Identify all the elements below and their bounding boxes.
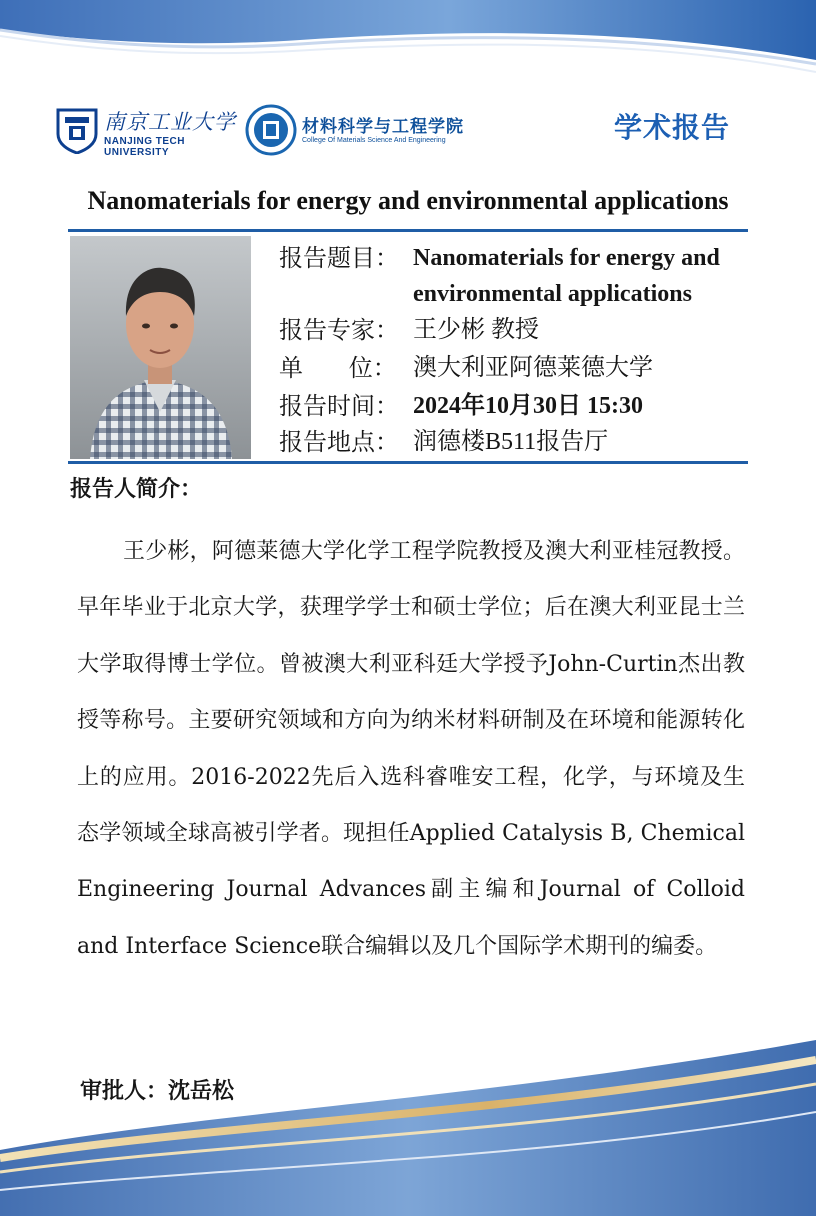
document-type-label: 学术报告 [614, 111, 731, 144]
place-label: 报告地点： [279, 428, 399, 456]
top-wave-decoration [0, 0, 816, 90]
report-title: Nanomaterials for energy and environmental applications [87, 186, 729, 215]
bottom-wave-decoration [0, 1000, 816, 1216]
college-name-cn: 材料科学与工程学院 [302, 117, 464, 137]
bio-heading: 报告人简介： [70, 477, 203, 502]
speaker-photo [70, 236, 251, 459]
university-name-cn: 南京工业大学 [104, 110, 236, 134]
approver: 审批人：沈岳松 [80, 1079, 235, 1104]
speaker-value: 王少彬 教授 [413, 317, 539, 343]
title-divider [68, 229, 748, 232]
university-name-en: NANJING TECH [104, 136, 186, 147]
nanjing-tech-logo [54, 106, 100, 154]
topic-value: Nanomaterials for energy and environmental applications [413, 245, 720, 307]
university-name-en-2: UNIVERSITY [104, 147, 170, 158]
time-label: 报告时间： [279, 392, 399, 420]
bio-text: 王少彬，阿德莱德大学化学工程学院教授及澳大利亚桂冠教授。早年毕业于北京大学，获理学学士和硕士学位；后在澳大利亚昆士兰大学取得博士学位。曾被澳大利亚科廷大学授予John-Curtin杰出教授等称号。主要研究领域和方向为纳米材料研制及在环境和能源转化上的应用。2016-2022先后入选科睿唯安工程，化学，与环境及生态学领域全球高被引学者。现担任Applied Catalysis B, Chemical Engineering Journal Advances副主编和Journal of Colloid and Interface Science联合编辑以及几个国际学术期刊的编委。 [77, 539, 745, 959]
college-name-en: College Of Materials Science And Engineering [302, 137, 446, 144]
college-logo [245, 104, 297, 156]
speaker-label: 报告专家： [279, 316, 399, 344]
unit-label: 单 位： [279, 354, 397, 382]
topic-label: 报告题目： [279, 244, 399, 272]
info-divider [68, 461, 748, 464]
place-value: 润德楼B511报告厅 [413, 429, 609, 455]
unit-value: 澳大利亚阿德莱德大学 [413, 355, 653, 381]
time-value: 2024年10月30日 15:30 [413, 393, 643, 419]
